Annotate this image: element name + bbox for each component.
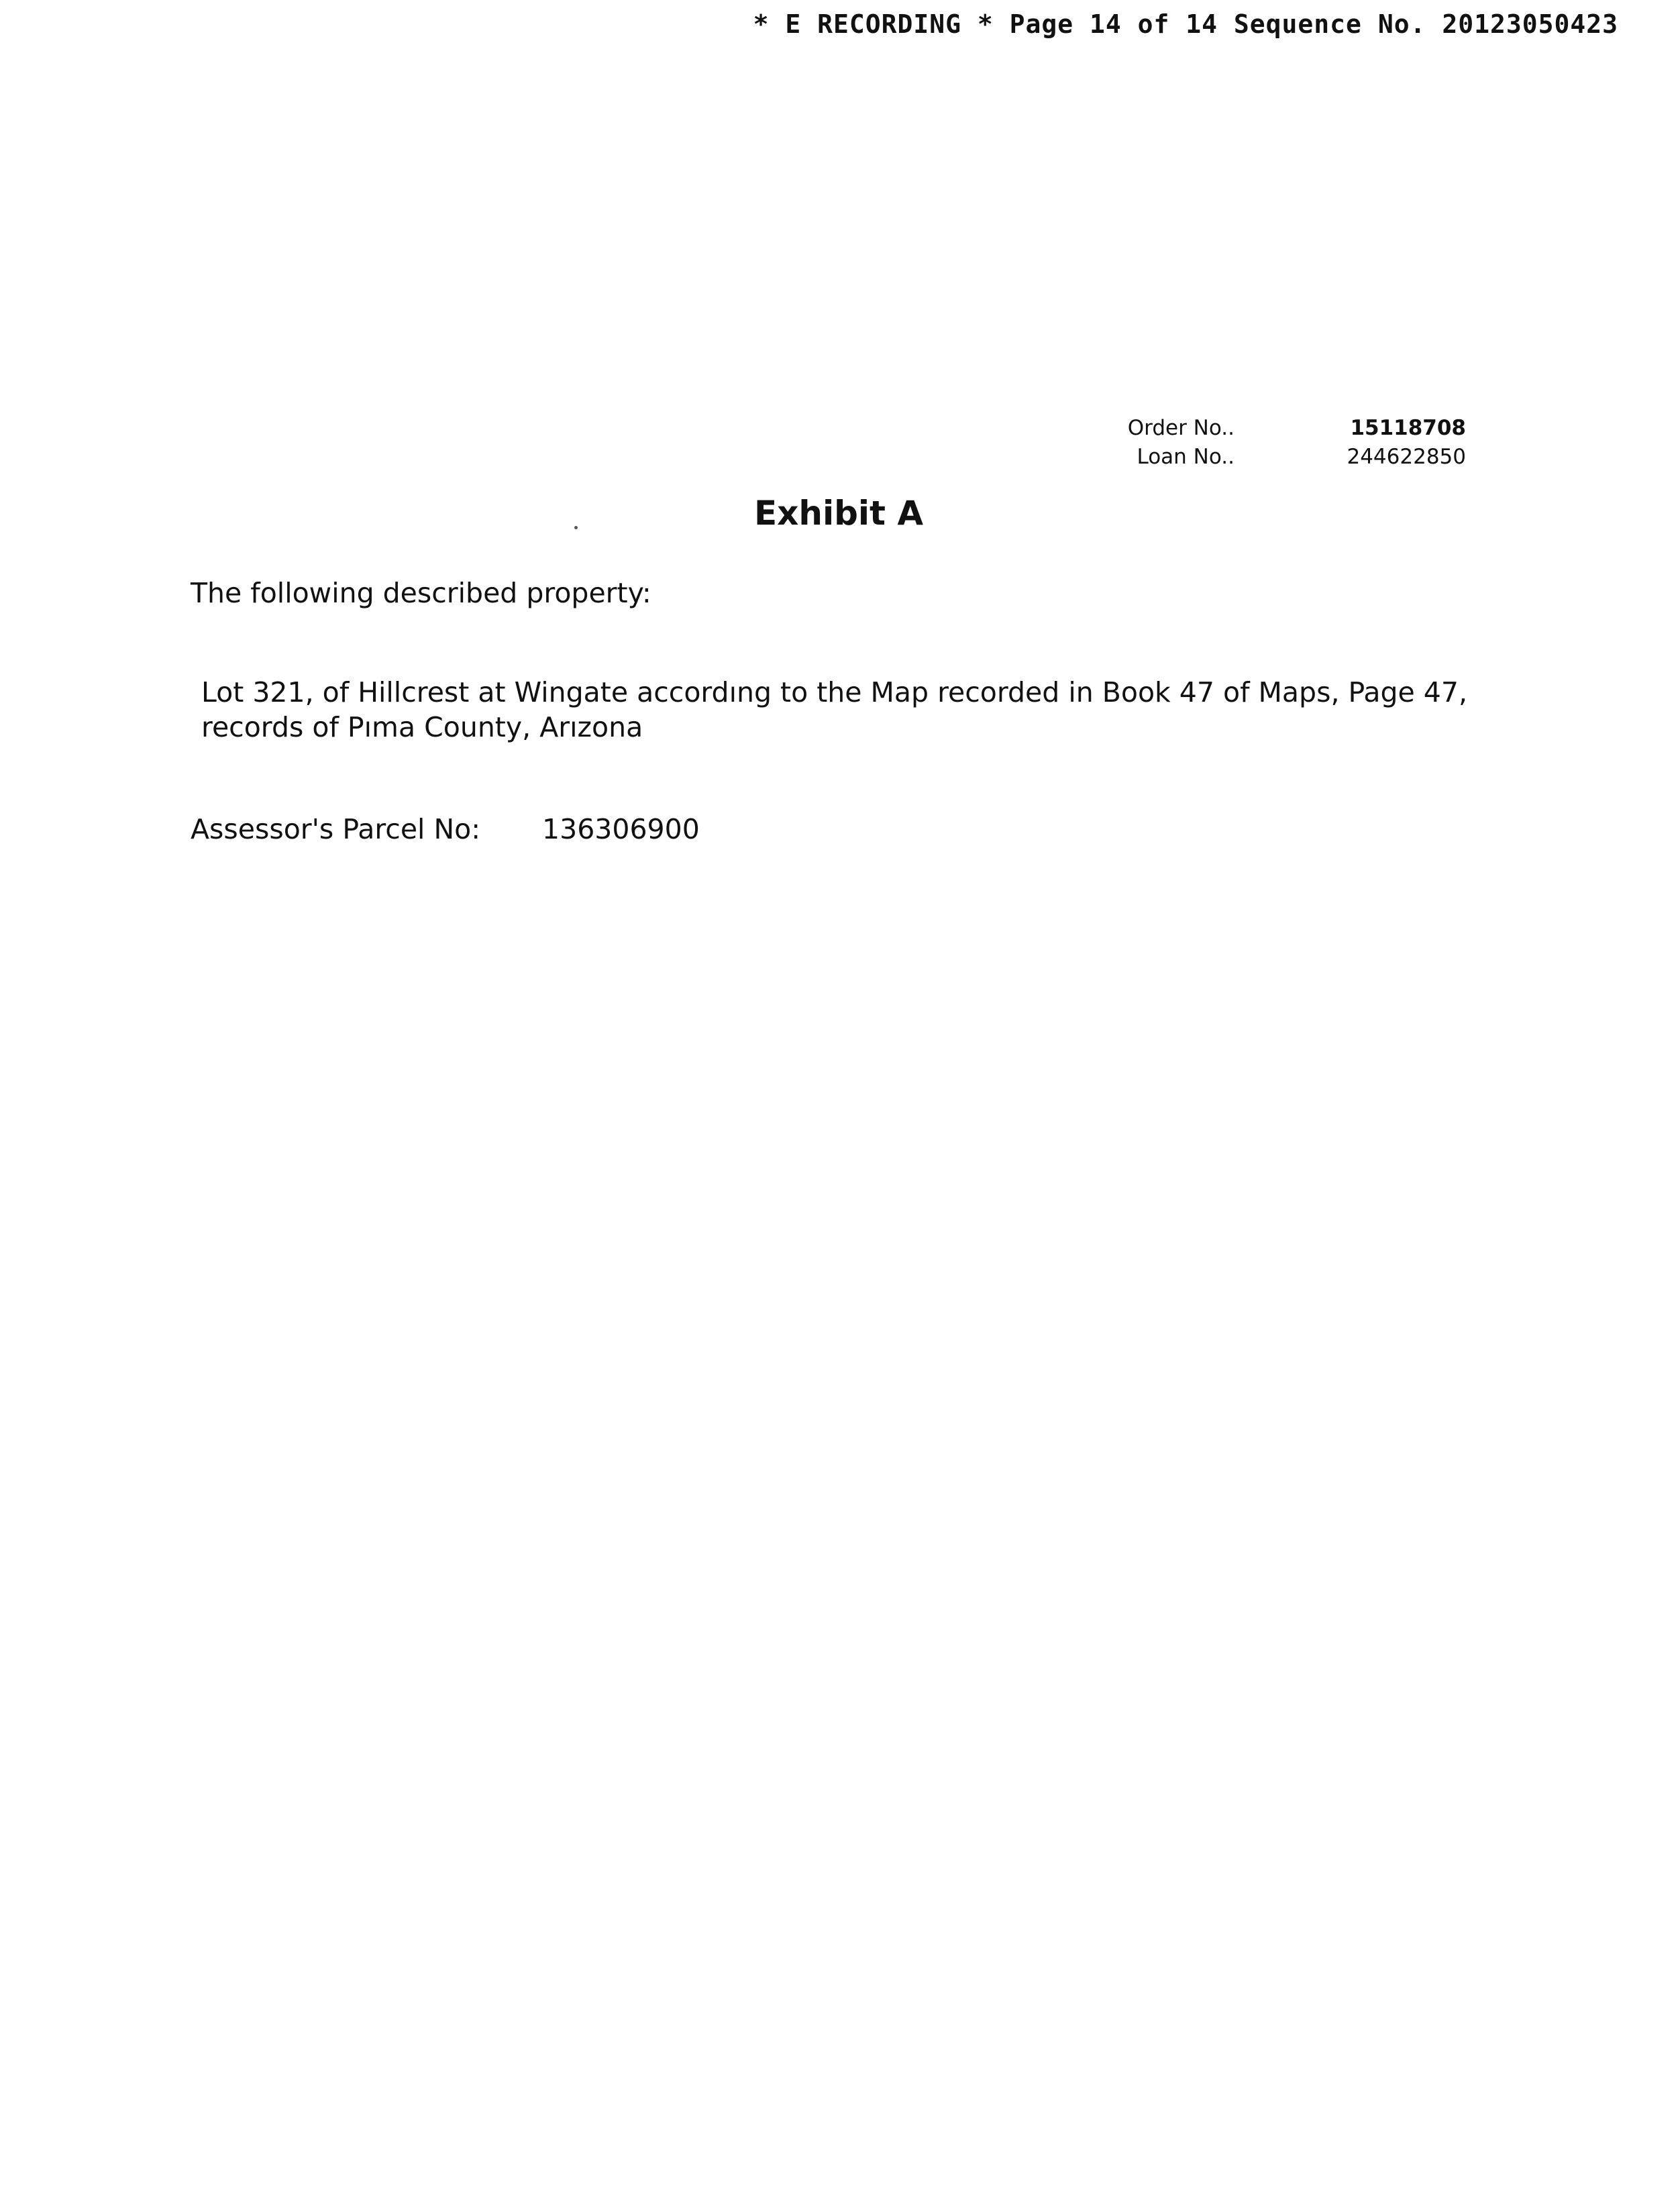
parcel-number-label: Assessor's Parcel No: bbox=[191, 813, 481, 845]
exhibit-title-text: Exhibit A bbox=[753, 494, 924, 533]
loan-number-value: 244622850 bbox=[1347, 445, 1466, 469]
reference-numbers bbox=[1100, 415, 1466, 471]
intro-text: The following described property: bbox=[191, 577, 651, 609]
loan-number-label: Loan No.. bbox=[1137, 445, 1235, 469]
recording-stamp: * E RECORDING * Page 14 of 14 Sequence No. 20123050423 bbox=[753, 9, 1618, 39]
order-number-label: Order No.. bbox=[1127, 416, 1235, 440]
legal-description: Lot 321, of Hillcrest at Wingate accordıng to the Map recorded in Book 47 of Maps, Page 47, records of Pıma County, Arızona bbox=[201, 676, 1468, 743]
parcel-number-value: 136306900 bbox=[542, 813, 700, 845]
parcel-number-row bbox=[191, 813, 700, 845]
exhibit-title bbox=[0, 494, 1680, 533]
order-number-value: 15118708 bbox=[1350, 416, 1466, 440]
